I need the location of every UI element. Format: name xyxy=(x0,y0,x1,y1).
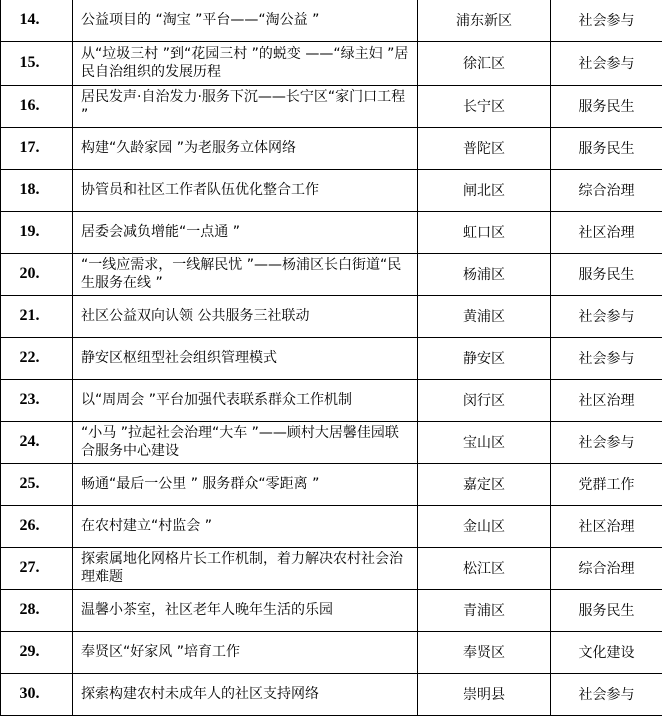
case-title: 奉贤区“好家风 ”培育工作 xyxy=(73,631,418,673)
district-cell: 奉贤区 xyxy=(418,631,551,673)
table-row xyxy=(1,463,662,505)
district-cell: 黄浦区 xyxy=(418,295,551,337)
row-number: 22. xyxy=(1,337,73,379)
case-title: 协管员和社区工作者队伍优化整合工作 xyxy=(73,169,418,211)
row-number: 28. xyxy=(1,589,73,631)
cases-table-body xyxy=(1,0,662,715)
district-cell: 嘉定区 xyxy=(418,463,551,505)
table-row xyxy=(1,337,662,379)
row-number: 16. xyxy=(1,85,73,127)
row-number: 23. xyxy=(1,379,73,421)
case-title: 公益项目的 “淘宝 ”平台——“淘公益 ” xyxy=(73,0,418,41)
row-number: 26. xyxy=(1,505,73,547)
category-cell: 文化建设 xyxy=(551,631,662,673)
category-cell: 党群工作 xyxy=(551,463,662,505)
case-title: “小马 ”拉起社会治理“大车 ”——顾村大居馨佳园联合服务中心建设 xyxy=(73,421,418,463)
table-row xyxy=(1,673,662,715)
district-cell: 静安区 xyxy=(418,337,551,379)
case-title: 温馨小茶室，社区老年人晚年生活的乐园 xyxy=(73,589,418,631)
category-cell: 服务民生 xyxy=(551,85,662,127)
table-row xyxy=(1,127,662,169)
district-cell: 青浦区 xyxy=(418,589,551,631)
row-number: 15. xyxy=(1,41,73,85)
district-cell: 崇明县 xyxy=(418,673,551,715)
row-number: 14. xyxy=(1,0,73,41)
table-row xyxy=(1,421,662,463)
category-cell: 服务民生 xyxy=(551,589,662,631)
row-number: 30. xyxy=(1,673,73,715)
case-title: 从“垃圾三村 ”到“花园三村 ”的蜕变 ——“绿主妇 ”居民自治组织的发展历程 xyxy=(73,41,418,85)
case-title: 居委会减负增能“一点通 ” xyxy=(73,211,418,253)
district-cell: 虹口区 xyxy=(418,211,551,253)
category-cell: 社区治理 xyxy=(551,505,662,547)
category-cell: 服务民生 xyxy=(551,253,662,295)
table-row xyxy=(1,0,662,41)
category-cell: 社区治理 xyxy=(551,211,662,253)
table-row xyxy=(1,631,662,673)
table-row xyxy=(1,85,662,127)
category-cell: 综合治理 xyxy=(551,547,662,589)
district-cell: 杨浦区 xyxy=(418,253,551,295)
row-number: 24. xyxy=(1,421,73,463)
row-number: 29. xyxy=(1,631,73,673)
table-row xyxy=(1,169,662,211)
table-row xyxy=(1,253,662,295)
district-cell: 闸北区 xyxy=(418,169,551,211)
row-number: 27. xyxy=(1,547,73,589)
district-cell: 普陀区 xyxy=(418,127,551,169)
category-cell: 社会参与 xyxy=(551,421,662,463)
category-cell: 社会参与 xyxy=(551,295,662,337)
case-title: 畅通“最后一公里 ” 服务群众“零距离 ” xyxy=(73,463,418,505)
row-number: 20. xyxy=(1,253,73,295)
case-title: 探索构建农村未成年人的社区支持网络 xyxy=(73,673,418,715)
row-number: 17. xyxy=(1,127,73,169)
category-cell: 社会参与 xyxy=(551,337,662,379)
category-cell: 社会参与 xyxy=(551,41,662,85)
category-cell: 社会参与 xyxy=(551,673,662,715)
category-cell: 社区治理 xyxy=(551,379,662,421)
district-cell: 长宁区 xyxy=(418,85,551,127)
district-cell: 闵行区 xyxy=(418,379,551,421)
row-number: 18. xyxy=(1,169,73,211)
district-cell: 金山区 xyxy=(418,505,551,547)
case-title: 社区公益双向认领 公共服务三社联动 xyxy=(73,295,418,337)
category-cell: 服务民生 xyxy=(551,127,662,169)
row-number: 21. xyxy=(1,295,73,337)
case-title: 构建“久龄家园 ”为老服务立体网络 xyxy=(73,127,418,169)
case-title: 以“周周会 ”平台加强代表联系群众工作机制 xyxy=(73,379,418,421)
case-title: “一线应需求，一线解民忧 ”——杨浦区长白街道“民生服务在线 ” xyxy=(73,253,418,295)
district-cell: 浦东新区 xyxy=(418,0,551,41)
category-cell: 综合治理 xyxy=(551,169,662,211)
case-title: 在农村建立“村监会 ” xyxy=(73,505,418,547)
table-row xyxy=(1,379,662,421)
table-row xyxy=(1,41,662,85)
table-row xyxy=(1,547,662,589)
district-cell: 宝山区 xyxy=(418,421,551,463)
table-row xyxy=(1,295,662,337)
table-row xyxy=(1,505,662,547)
case-title: 静安区枢纽型社会组织管理模式 xyxy=(73,337,418,379)
district-cell: 松江区 xyxy=(418,547,551,589)
district-cell: 徐汇区 xyxy=(418,41,551,85)
case-title: 居民发声·自治发力·服务下沉——长宁区“家门口工程 ” xyxy=(73,85,418,127)
category-cell: 社会参与 xyxy=(551,0,662,41)
case-title: 探索属地化网格片长工作机制，着力解决农村社会治理难题 xyxy=(73,547,418,589)
row-number: 25. xyxy=(1,463,73,505)
row-number: 19. xyxy=(1,211,73,253)
table-row xyxy=(1,589,662,631)
table-row xyxy=(1,211,662,253)
